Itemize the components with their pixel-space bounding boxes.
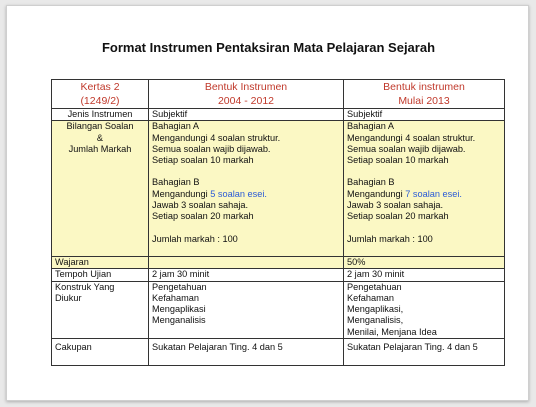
cell-new: 50% [344, 256, 505, 268]
row-label: Jenis Instrumen [52, 109, 149, 121]
format-table [51, 79, 505, 366]
cell-old: 2 jam 30 minit [149, 269, 344, 281]
cell-old [149, 256, 344, 268]
cell-new: Subjektif [344, 109, 505, 121]
table-row [52, 339, 505, 366]
header-instrumen-baru: Bentuk instrumen Mulai 2013 [344, 80, 505, 109]
table-row [52, 269, 505, 281]
cell-new: Sukatan Pelajaran Ting. 4 dan 5 [344, 339, 505, 366]
cell-old: Bahagian A Mengandungi 4 soalan struktur. Semua soalan wajib dijawab. Setiap soalan 10 markah Bahagian B Mengandungi 5 soalan esei. Jawab 3 soalan sahaja. Setiap soalan 20 markah Jumlah markah : 100 [149, 121, 344, 257]
cell-old: Pengetahuan Kefahaman Mengaplikasi Menganalisis [149, 281, 344, 338]
row-label: Bilangan Soalan & Jumlah Markah [52, 121, 149, 257]
header-row [52, 80, 505, 109]
slide [6, 5, 529, 401]
row-label: Wajaran [52, 256, 149, 268]
table-row [52, 281, 505, 338]
row-label: Konstruk Yang Diukur [52, 281, 149, 338]
row-label: Tempoh Ujian [52, 269, 149, 281]
cell-new: 2 jam 30 minit [344, 269, 505, 281]
cell-old: Subjektif [149, 109, 344, 121]
row-label: Cakupan [52, 339, 149, 366]
highlight-text: 7 soalan esei. [405, 188, 462, 199]
header-instrumen-lama: Bentuk Instrumen 2004 - 2012 [149, 80, 344, 109]
cell-old: Sukatan Pelajaran Ting. 4 dan 5 [149, 339, 344, 366]
table-row [52, 121, 505, 257]
page-title: Format Instrumen Pentaksiran Mata Pelajaran Sejarah [101, 40, 436, 55]
table-row [52, 109, 505, 121]
cell-new: Pengetahuan Kefahaman Mengaplikasi, Menganalisis, Menilai, Menjana Idea [344, 281, 505, 338]
cell-new: Bahagian A Mengandungi 4 soalan struktur. Semua soalan wajib dijawab. Setiap soalan 10 markah Bahagian B Mengandungi 7 soalan esei. Jawab 3 soalan sahaja. Setiap soalan 20 markah Jumlah markah : 100 [344, 121, 505, 257]
highlight-text: 5 soalan esei. [210, 188, 267, 199]
table-row [52, 256, 505, 268]
header-kertas: Kertas 2 (1249/2) [52, 80, 149, 109]
